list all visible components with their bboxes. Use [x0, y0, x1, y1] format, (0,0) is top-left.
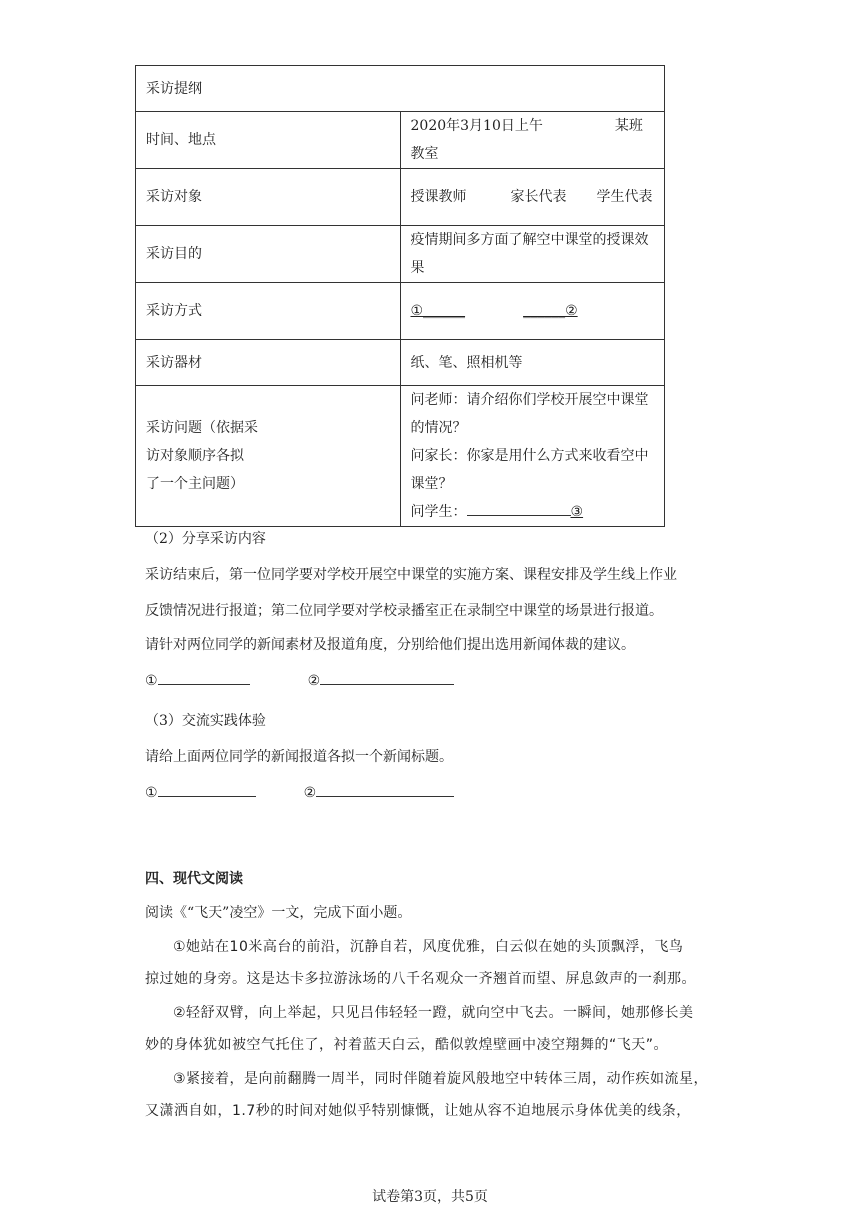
- page-footer: 试卷第3页，共5页: [372, 1189, 488, 1205]
- answer-blank-genre-1[interactable]: [158, 670, 250, 685]
- passage-line: ②轻舒双臂，向上举起，只见吕伟轻轻一蹬，就向空中飞去。一瞬间，她那修长美: [173, 1005, 694, 1021]
- answer-blank-1[interactable]: ①______: [410, 303, 466, 319]
- part2-paragraph: 反馈情况进行报道；第二位同学要对学校录播室正在录制空中课堂的场景进行报道。: [145, 603, 663, 619]
- row-value: 授课教师 家长代表 学生代表: [400, 169, 665, 226]
- table-row: [136, 169, 665, 226]
- row-label: 时间、地点: [136, 112, 401, 169]
- row-label: 采访方式: [136, 283, 401, 340]
- question-student: 问学生： ③: [411, 498, 655, 526]
- row-value: [400, 283, 665, 340]
- passage-line: ①她站在10米高台的前沿，沉静自若，风度优雅，白云似在她的头顶飘浮，飞鸟: [173, 939, 684, 955]
- row-label: 采访问题（依据采 访对象顺序各拟 了一个主问题）: [136, 386, 401, 527]
- question-parent: 问家长：你家是用什么方式来收看空中课堂？: [410, 448, 649, 492]
- section-heading: 四、现代文阅读: [145, 871, 243, 887]
- part3-paragraph: 请给上面两位同学的新闻报道各拟一个新闻标题。: [145, 749, 453, 765]
- table-row: [136, 340, 665, 386]
- reading-intro: 阅读《“飞天”凌空》一文，完成下面小题。: [145, 905, 412, 921]
- part2-paragraph: 请针对两位同学的新闻素材及报道角度，分别给他们提出选用新闻体裁的建议。: [145, 637, 635, 653]
- table-row: [136, 226, 665, 283]
- answer-blank-2[interactable]: ______②: [523, 303, 578, 319]
- part3-answers: ① ②: [145, 782, 454, 801]
- row-label: 采访器材: [136, 340, 401, 386]
- answer-blank-3[interactable]: [467, 501, 571, 516]
- row-value: [400, 386, 665, 527]
- part2-paragraph: 采访结束后，第一位同学要对学校开展空中课堂的实施方案、课程安排及学生线上作业: [145, 567, 677, 583]
- passage-line: 掠过她的身旁。这是达卡多拉游泳场的八千名观众一齐翘首而望、屏息敛声的一刹那。: [145, 971, 696, 987]
- table-row: [136, 386, 665, 527]
- part2-answers: ① ②: [145, 670, 454, 689]
- answer-blank-genre-2[interactable]: [320, 670, 454, 685]
- passage-line: 妙的身体犹如被空气托住了，衬着蓝天白云，酷似敦煌壁画中凌空翔舞的“飞天”。: [145, 1037, 669, 1053]
- table-row: [136, 283, 665, 340]
- passage-line: 又潇洒自如，1.7秒的时间对她似乎特别慷慨，让她从容不迫地展示身体优美的线条，: [145, 1103, 691, 1119]
- row-label: 采访对象: [136, 169, 401, 226]
- answer-blank-title-2[interactable]: [316, 782, 454, 797]
- row-value: 纸、笔、照相机等: [400, 340, 665, 386]
- row-label: 采访目的: [136, 226, 401, 283]
- question-teacher: 问老师：请介绍你们学校开展空中课堂的情况？: [410, 392, 649, 436]
- part3-heading: （3）交流实践体验: [145, 713, 266, 729]
- row-value: 疫情期间多方面了解空中课堂的授课效果: [400, 226, 665, 283]
- answer-blank-title-1[interactable]: [158, 782, 256, 797]
- table-row: [136, 112, 665, 169]
- row-value: 2020年3月10日上午 某班教室: [400, 112, 665, 169]
- part2-heading: （2）分享采访内容: [145, 531, 266, 547]
- passage-line: ③紧接着，是向前翻腾一周半，同时伴随着旋风般地空中转体三周，动作疾如流星，: [173, 1071, 709, 1087]
- interview-outline-table: [135, 65, 665, 527]
- table-title: 采访提纲: [136, 66, 665, 112]
